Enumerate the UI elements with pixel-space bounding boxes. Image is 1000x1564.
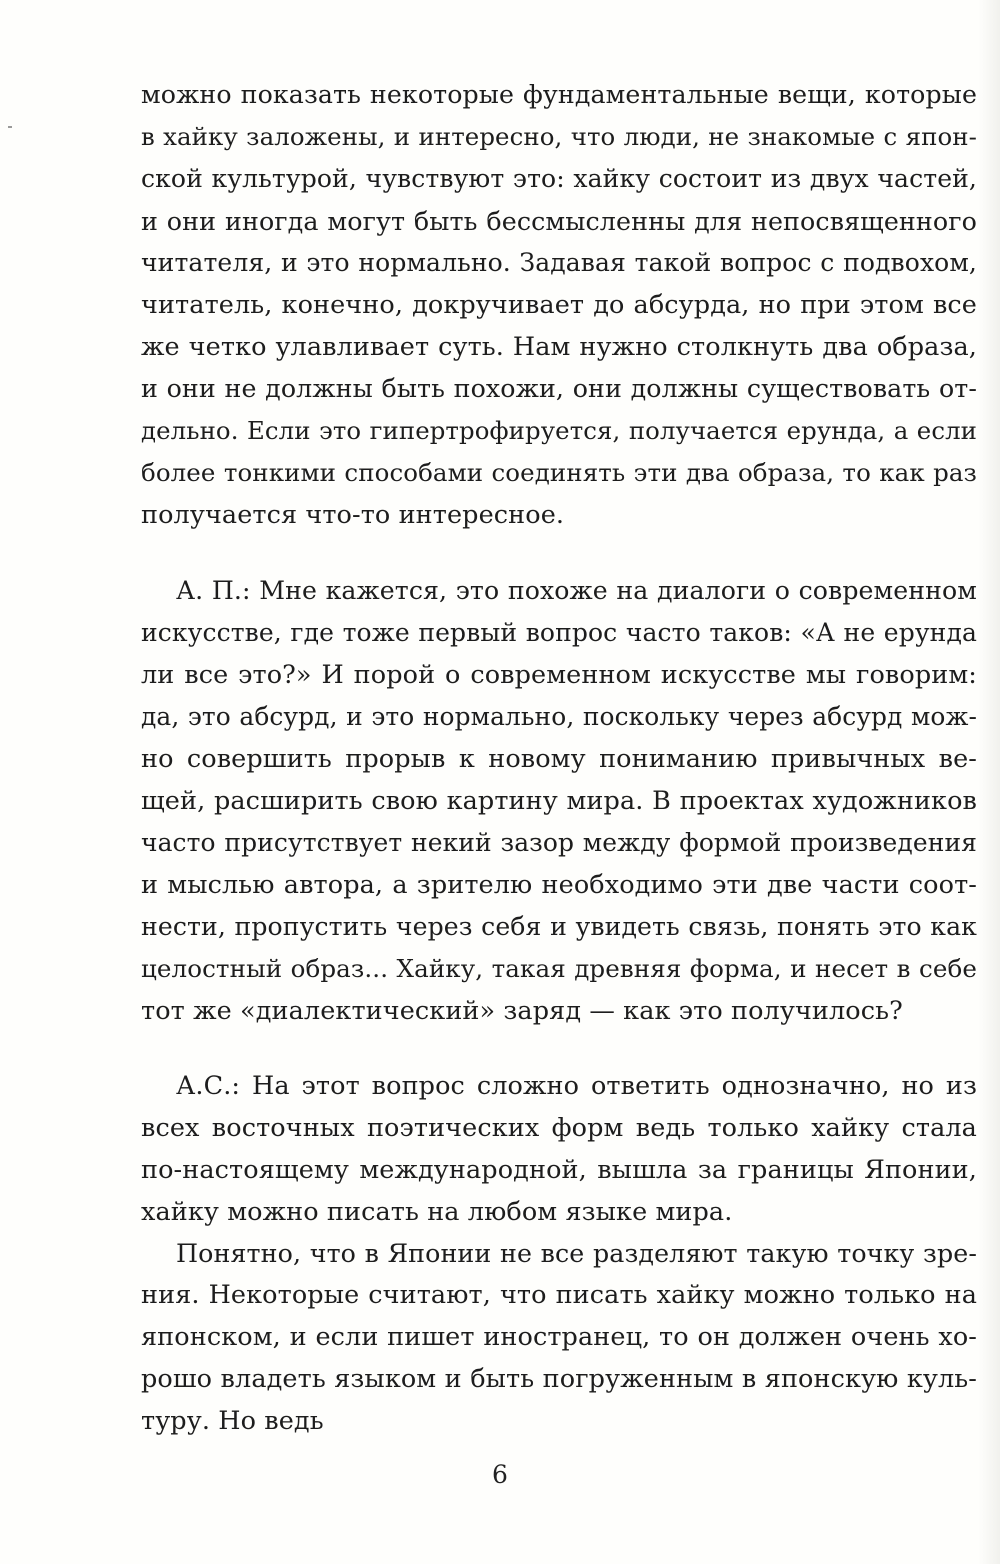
text-line: ли все это?» И порой о современном искусстве мы говорим:	[141, 660, 977, 690]
text-line: рошо владеть языком и быть погруженным в японскую куль-	[141, 1364, 977, 1394]
paragraph-1	[141, 74, 977, 536]
text-line: в хайку заложены, и интересно, что люди, не знакомые с япон-	[141, 122, 977, 151]
paragraph-3	[141, 1065, 977, 1233]
text-line: ния. Некоторые считают, что писать хайку можно только на	[141, 1280, 977, 1310]
text-line: туру. Но ведь	[141, 1406, 324, 1436]
text-line: щей, расширить свою картину мира. В проектах художников	[141, 786, 977, 816]
text-line: по-настоящему международной, вышла за границы Японии,	[141, 1155, 977, 1185]
text-line: Понятно, что в Японии не все разделяют такую точку зре-	[176, 1238, 977, 1268]
text-line: получается что-то интересное.	[141, 500, 565, 530]
text-line: читатель, конечно, докручивает до абсурда, но при этом все	[141, 290, 977, 320]
text-line: искусстве, где тоже первый вопрос часто таков: «А не ерунда	[141, 618, 977, 647]
text-line: более тонкими способами соединять эти два образа, то как раз	[141, 458, 977, 487]
text-line: ской культурой, чувствуют это: хайку состоит из двух частей,	[141, 164, 977, 193]
paragraph-2	[141, 570, 977, 1032]
text-line: хайку можно писать на любом языке мира.	[141, 1197, 733, 1227]
text-line: же четко улавливает суть. Нам нужно столкнуть два образа,	[141, 332, 977, 362]
text-line: всех восточных поэтических форм ведь только хайку стала	[141, 1113, 977, 1143]
paragraph-4	[141, 1232, 977, 1442]
text-line: японском, и если пишет иностранец, то он должен очень хо-	[141, 1322, 977, 1352]
page-number: 6	[492, 1460, 508, 1489]
text-line: и они иногда могут быть бессмысленны для непосвященного	[141, 206, 977, 236]
text-line: но совершить прорыв к новому пониманию привычных ве-	[141, 744, 977, 774]
text-line: нести, пропустить через себя и увидеть связь, понять это как	[141, 912, 977, 941]
text-line: читателя, и это нормально. Задавая такой вопрос с подвохом,	[141, 248, 977, 277]
page-edge-shadow	[978, 0, 1000, 1564]
scan-speck	[8, 126, 12, 128]
text-line: тот же «диалектический» заряд — как это получилось?	[141, 996, 903, 1026]
text-line: часто присутствует некий зазор между формой произведения	[141, 828, 977, 857]
text-line: А. П.: Мне кажется, это похоже на диалоги о современном	[176, 576, 977, 605]
text-line: дельно. Если это гипертрофируется, получается ерунда, а если	[141, 416, 977, 445]
text-line: целостный образ... Хайку, такая древняя форма, и несет в себе	[141, 954, 977, 983]
text-line: и они не должны быть похожи, они должны существовать от-	[141, 374, 977, 403]
text-line: можно показать некоторые фундаментальные вещи, которые	[141, 80, 977, 109]
text-line: А.С.: На этот вопрос сложно ответить однозначно, но из	[176, 1071, 977, 1101]
text-line: и мыслью автора, а зрителю необходимо эти две части соот-	[141, 870, 977, 900]
text-line: да, это абсурд, и это нормально, поскольку через абсурд мож-	[141, 702, 977, 731]
